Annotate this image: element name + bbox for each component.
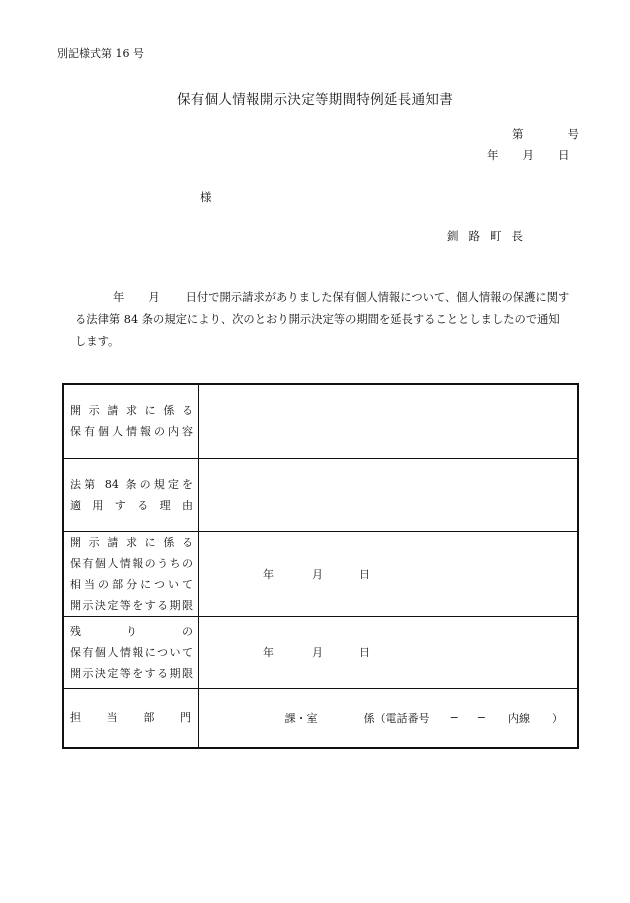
- value-department: [199, 688, 579, 748]
- label-extension-reason: 法第 84 条の規定を 適用する理由: [63, 458, 199, 531]
- value-remaining-deadline: [199, 616, 579, 688]
- phone-dash-2: −: [476, 711, 486, 725]
- notice-body: [75, 287, 581, 353]
- request-date-year: 年: [113, 291, 125, 304]
- label-partial-deadline: 開示請求に係る 保有個人情報のうちの 相当の部分について 開示決定等をする期限: [63, 531, 199, 616]
- table-row: [63, 458, 578, 531]
- label-requested-info: 開示請求に係る 保有個人情報の内容: [63, 384, 199, 458]
- issue-date-month: 月: [522, 148, 534, 162]
- close-paren: ）: [552, 711, 563, 725]
- label-remaining-deadline: 残りの 保有個人情報について 開示決定等をする期限: [63, 616, 199, 688]
- reference-number-suffix: 号: [567, 127, 579, 141]
- section-label: 課・室: [284, 711, 318, 725]
- partial-deadline-day: 日: [359, 567, 370, 581]
- label-department: 担当部門: [63, 688, 199, 748]
- remaining-deadline-year: 年: [263, 646, 274, 659]
- notice-body-line-1: [75, 287, 581, 309]
- table-row: [63, 384, 578, 458]
- table-row: [63, 616, 578, 688]
- notice-body-line-1-text: 日付で開示請求がありました保有個人情報について、個人情報の保護に関す: [185, 291, 570, 304]
- notice-body-line-3: します。: [75, 335, 120, 348]
- extension-details-table: [62, 383, 579, 749]
- phone-label: （電話番号: [374, 711, 430, 725]
- reference-number-prefix: 第: [512, 127, 524, 141]
- value-partial-deadline: [199, 531, 579, 616]
- remaining-deadline-month: 月: [312, 646, 323, 659]
- issue-date-day: 日: [558, 148, 570, 162]
- notice-body-line-2: る法律第 84 条の規定により、次のとおり開示決定等の期間を延長することとしましたので通知: [75, 313, 560, 326]
- reference-number: [512, 126, 579, 142]
- addressee: 様: [200, 190, 212, 204]
- remaining-deadline-day: 日: [359, 646, 370, 659]
- phone-dash-1: −: [449, 711, 459, 725]
- partial-deadline-month: 月: [312, 567, 323, 581]
- sender: 釧路町長: [447, 229, 533, 243]
- table-row: [63, 688, 578, 748]
- form-number: 別記様式第 16 号: [57, 47, 144, 60]
- value-extension-reason: [199, 458, 579, 531]
- issue-date: [487, 147, 570, 163]
- request-date-month: 月: [148, 291, 160, 304]
- value-requested-info: [199, 384, 579, 458]
- unit-label: 係: [363, 711, 375, 725]
- partial-deadline-year: 年: [263, 567, 274, 581]
- table-row: [63, 531, 578, 616]
- extension-label: 内線: [508, 711, 530, 725]
- document-title: 保有個人情報開示決定等期間特例延長通知書: [177, 92, 453, 108]
- issue-date-year: 年: [487, 148, 499, 162]
